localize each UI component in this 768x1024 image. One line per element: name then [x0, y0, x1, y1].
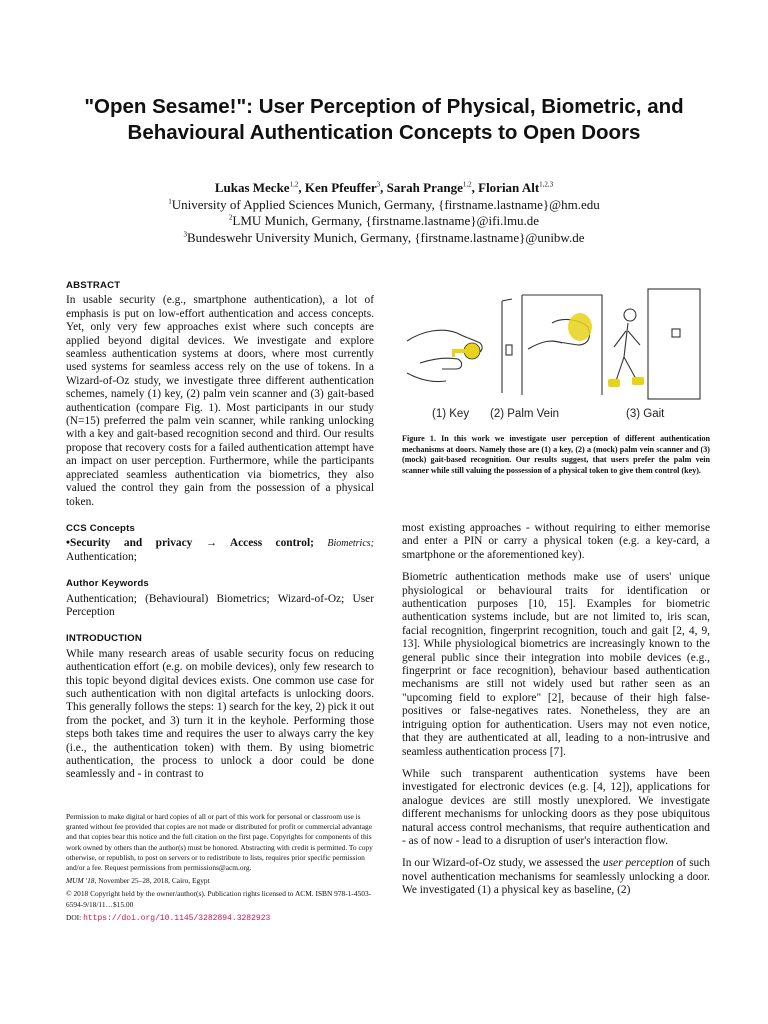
affiliation-text: Bundeswehr University Munich, Germany, {firstname.lastname}@unibw.de: [186, 229, 585, 245]
introduction-text: While many research areas of usable security focus on reducing authentication effort (e.g. on mobile devices), only few research to this topic beyond digital devices exists. One common use case for such authentication with non digital artefacts is unlocking doors. This generally follows the steps: 1) search for the key, 2) pick it out from the pocket, and 3) turn it in the keyhole. Performing those steps both takes time and requires the user to always carry the key (i.e., the authentication token) with them. By using biometric authentication, the process to unlock a door could be done seamlessly and - in contrast to: [66, 647, 374, 781]
affiliation-sup: 1: [168, 197, 172, 206]
venue-line: [66, 876, 374, 886]
emphasis-text: user perception: [602, 857, 674, 870]
affiliation: [40, 230, 728, 247]
venue-details: November 25–28, 2018, Cairo, Egypt: [98, 876, 210, 886]
introduction-section: [66, 632, 374, 781]
author-name: Lukas Mecke: [214, 180, 290, 195]
author-sup: 1,2,3: [539, 180, 554, 189]
abstract-heading: ABSTRACT: [66, 280, 121, 291]
abstract-section: [66, 279, 374, 509]
ccs-subconcept: Biometrics;: [327, 538, 374, 550]
left-column: [66, 279, 374, 782]
keywords-heading: Author Keywords: [66, 578, 149, 590]
doi-line: [66, 913, 374, 924]
gait-figure-drawing: [614, 289, 700, 399]
figure-label-key: (1) Key: [432, 408, 470, 420]
paper-title: "Open Sesame!": User Perception of Physical, Biometric, and Behavioural Authentication Concepts to Open Doors: [84, 95, 684, 144]
keywords-section: [66, 577, 374, 619]
copyright-line: © 2018 Copyright held by the owner/author(s). Publication rights licensed to ACM. ISBN 978-1-4503-6594-9/18/11…$15.00: [66, 889, 372, 909]
affiliation-sup: 3: [183, 230, 187, 239]
affiliation: [40, 197, 728, 214]
permission-text: Permission to make digital or hard copies of all or part of this work for personal or classroom use is granted without fee provided that copies are not made or distributed for profit or commercial advantage and that copies bear this notice and the full citation on the first page. Copyrights for components of this work owned by others than the author(s) must be honored. Abstracting with credit is permitted. To copy otherwise, or republish, to post on servers or to redistribute to lists, requires prior specific permission and/or a fee. Request permissions from permissions@acm.org.: [66, 812, 373, 873]
venue-name: MUM '18,: [66, 876, 97, 886]
paragraph-text: of such novel authentication mechanisms for seamlessly unlocking a door. We investigated (1) a physical key as baseline, (2): [402, 857, 710, 897]
palm-vein-drawing: [522, 295, 602, 395]
author-names: Lukas Mecke$^{1,2}$, Ken Pfeuffer$^3$, Sarah Prange$^{1,2}$, Florian Alt$^{1,2,3}$: [214, 180, 554, 195]
doi-link[interactable]: https://doi.org/10.1145/3282894.3282923: [83, 913, 271, 923]
author-sup: 1,2: [289, 180, 299, 189]
doi-label: DOI:: [66, 912, 82, 922]
author-sup: 1,2: [462, 180, 472, 189]
ccs-concept: •Security and privacy → Access control;: [66, 537, 314, 550]
paragraph: Biometric authentication methods make use of users' unique physiological or behavioural traits for identification or authentication purposes [10, 15]. Examples for biometric authentication systems include, but are not limited to, iris scan, facial recognition, fingerprint recognition, touch and gait [2, 4, 9, 13]. While physiological biometrics are increasingly known to the general public since their integration into mobile devices (e.g., fingerprint or face recognition), behaviour based authentication mechanisms are still not widely used but rather seen as an "upcoming field to explore" [2], because of their high false-positives or false-negatives rates. Nonetheless, they are an intriguing option for authentication. Users may not even notice, that they are authenticated at all, leading to a non-intrusive and seamless authentication process [7].: [402, 571, 710, 758]
author-name: Ken Pfeuffer: [304, 180, 377, 195]
palm-vein-scanner-glow: [568, 313, 592, 341]
keywords-text: Authentication; (Behavioural) Biometrics; Wizard-of-Oz; User Perception: [66, 592, 374, 618]
figure-1-caption: Figure 1. In this work we investigate user perception of different authentication mechanisms at doors. Namely those are (1) a key, (2) a (mock) palm vein scanner and (3) (mock) gait-based recognition. Our results suggest, that users prefer the palm vein scanner while still valuing the possession of a physical token to give them control (key).: [402, 434, 710, 475]
permission-block: [66, 812, 374, 927]
author-block: [40, 180, 728, 246]
gait-shoe-icon: [608, 377, 644, 387]
introduction-heading: INTRODUCTION: [66, 633, 142, 645]
ccs-section: [66, 522, 374, 564]
abstract-text: In usable security (e.g., smartphone authentication), a lot of emphasis is put on low-effort authentication and access concepts. Yet, only very few approaches exist where such concepts are applied beyond digital devices. We investigate and explore seamless authentication systems at doors, where most currently used systems for seamless access rely on the use of tokens. In a Wizard-of-Oz study, we investigate three different authentication schemes, namely (1) key, (2) palm vein scanner and (3) gait-based authentication (compare Fig. 1). Most participants in our study (N=15) preferred the palm vein scanner, while ranking unlocking with a key and gait-based recognition second and third. Our results propose that recovery costs for a failed authentication attempt have an impact on user perception. Furthermore, while the participants appreciated seamless authentication via biometrics, they also valued the control they gain from the possession of a physical token.: [66, 294, 374, 508]
figure-label-gait: (3) Gait: [626, 408, 665, 420]
key-hand-drawing: [407, 299, 512, 393]
paragraph: most existing approaches - without requiring to either memorise and enter a PIN or carry a physical token (e.g. a key-card, a smartphone or the aforementioned key).: [402, 522, 710, 561]
affiliation: [40, 213, 728, 230]
ccs-text: [66, 537, 374, 564]
affiliation-text: University of Applied Sciences Munich, Germany, {firstname.lastname}@hm.edu: [171, 196, 600, 212]
affiliation-text: LMU Munich, Germany, {firstname.lastname}@ifi.lmu.de: [232, 213, 540, 228]
author-sup: 3: [376, 180, 381, 189]
author-name: Sarah Prange: [386, 180, 463, 195]
author-name: Florian Alt: [478, 180, 540, 195]
affiliation-sup: 2: [228, 213, 233, 222]
figure-1-illustration: [402, 283, 712, 425]
right-column: [402, 522, 710, 907]
key-icon: [452, 343, 480, 359]
paragraph: [402, 857, 710, 897]
ccs-heading: CCS Concepts: [66, 522, 136, 534]
paragraph: While such transparent authentication systems have been investigated for electronic devices (e.g. [4, 12]), applications for analogue devices are still mostly unexplored. We investigate different mechanisms for unlocking doors as they pose ubiquitous natural access control mechanisms, that require authentication and - as of now - lead to a disruption of user's interaction flow.: [402, 767, 710, 847]
figure-label-palm-vein: (2) Palm Vein: [490, 408, 560, 420]
paragraph-text: In our Wizard-of-Oz study, we assessed the: [402, 857, 600, 870]
ccs-rest: Authentication;: [66, 550, 137, 563]
